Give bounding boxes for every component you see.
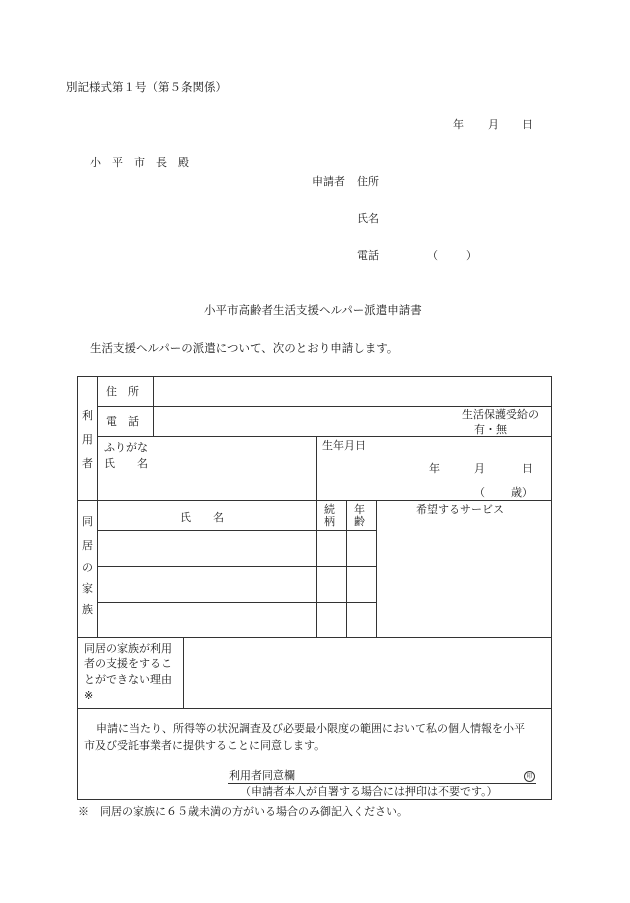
footnote: ※ 同居の家族に６５歳未満の方がいる場合のみ御記入ください。 xyxy=(78,805,408,818)
reason-field[interactable] xyxy=(185,639,550,707)
applicant-phone-label: 電話 xyxy=(357,249,379,262)
applicant-heading: 申請者 xyxy=(312,175,345,188)
date-month: 月 xyxy=(488,118,499,131)
birthdate-label: 生年月日 xyxy=(322,439,366,452)
reason-line-3: とができない理由 xyxy=(84,673,172,686)
family-label-1: 同 xyxy=(82,515,93,528)
user-address-field[interactable] xyxy=(154,378,550,405)
intro-text: 生活支援ヘルパーの派遣について、次のとおり申請します。 xyxy=(90,341,399,355)
user-phone-label: 電 話 xyxy=(106,415,139,428)
birth-year: 年 xyxy=(429,462,440,475)
form-number: 別記様式第１号（第５条関係） xyxy=(66,80,227,94)
welfare-label: 生活保護受給の xyxy=(462,408,539,421)
family-name-field-1[interactable] xyxy=(99,532,315,565)
user-address-label: 住 所 xyxy=(106,385,139,398)
user-section-label-2: 用 xyxy=(82,433,93,446)
relation-header-2: 柄 xyxy=(324,515,335,528)
date-day: 日 xyxy=(522,118,533,131)
consent-line-2: 市及び受託事業者に提供することに同意します。 xyxy=(84,739,326,752)
consent-signature-label: 利用者同意欄 xyxy=(229,769,295,782)
relation-header-1: 続 xyxy=(324,503,335,516)
reason-line-2: 者の支援をするこ xyxy=(84,657,172,670)
reason-mark: ※ xyxy=(84,689,94,702)
age-open: （ xyxy=(474,486,485,499)
applicant-address-label: 住所 xyxy=(357,175,379,188)
birth-month: 月 xyxy=(474,462,485,475)
service-field[interactable] xyxy=(378,520,550,636)
addressee: 小 平 市 長 殿 xyxy=(90,156,189,169)
applicant-name-label: 氏名 xyxy=(357,212,379,225)
age-header-1: 年 xyxy=(354,503,365,516)
family-label-2: 居 xyxy=(82,539,93,552)
phone-paren-close: ） xyxy=(466,249,477,262)
family-label-5: 族 xyxy=(82,603,93,616)
page-title: 小平市高齢者生活支援ヘルパー派遣申請書 xyxy=(204,303,422,317)
consent-signature-field[interactable] xyxy=(310,766,520,782)
birth-day: 日 xyxy=(522,462,533,475)
seal-mark: 印 xyxy=(524,771,535,782)
welfare-options[interactable]: 有・無 xyxy=(474,423,507,436)
date-year: 年 xyxy=(453,118,464,131)
family-label-3: の xyxy=(82,561,93,574)
phone-paren-open: （ xyxy=(427,249,438,262)
user-phone-field[interactable] xyxy=(154,408,454,435)
furigana-label: ふりがな xyxy=(104,441,148,454)
consent-line-1: 申請に当たり、所得等の状況調査及び必要最小限度の範囲において私の個人情報を小平 xyxy=(96,722,525,735)
user-section-label-3: 者 xyxy=(82,457,93,470)
age-close: 歳） xyxy=(511,486,533,499)
user-section-label-1: 利 xyxy=(82,409,93,422)
service-header: 希望するサービス xyxy=(416,503,504,516)
family-name-field-2[interactable] xyxy=(99,568,315,601)
reason-line-1: 同居の家族が利用 xyxy=(84,642,172,655)
age-header-2: 齢 xyxy=(354,515,365,528)
user-name-field[interactable] xyxy=(160,440,310,496)
family-label-4: 家 xyxy=(82,582,93,595)
consent-note: （申請者本人が自署する場合には押印は不要です。） xyxy=(240,785,498,798)
family-name-header: 氏 名 xyxy=(180,511,224,524)
family-name-field-3[interactable] xyxy=(99,604,315,636)
user-name-label: 氏 名 xyxy=(104,457,148,470)
